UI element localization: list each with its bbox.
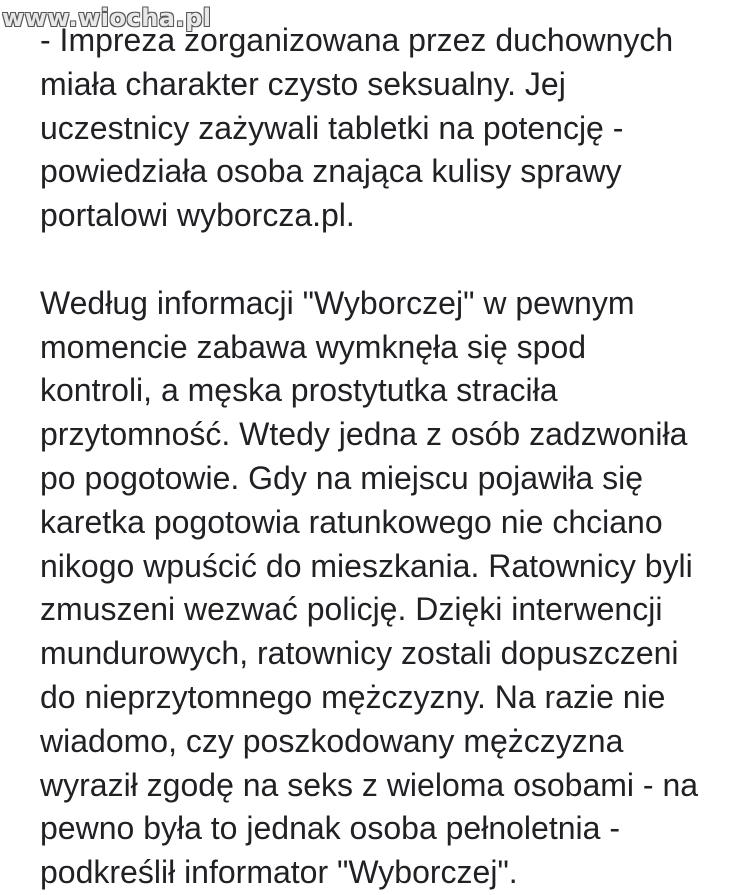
watermark-logo: www.wiocha.pl bbox=[2, 4, 212, 32]
text-line: zmuszeni wezwać policję. Dzięki interwencji bbox=[40, 591, 663, 628]
paragraph-1 bbox=[40, 19, 740, 238]
text-line: miała charakter czysto seksualny. Jej bbox=[40, 65, 566, 102]
text-line: po pogotowie. Gdy na miejscu pojawiła się bbox=[40, 459, 643, 496]
text-line: momencie zabawa wymknęła się spod bbox=[40, 328, 587, 365]
text-line: uczestnicy zażywali tabletki na potencję - bbox=[40, 109, 624, 146]
text-line: kontroli, a męska prostytutka straciła bbox=[40, 372, 558, 409]
text-line: - Impreza zorganizowana przez duchownych bbox=[40, 22, 674, 58]
paragraph-gap bbox=[40, 238, 740, 282]
text-line: do nieprzytomnego mężczyzny. Na razie nie bbox=[40, 678, 666, 715]
text-line: powiedziała osoba znająca kulisy sprawy bbox=[40, 153, 622, 190]
text-line: Według informacji "Wyborczej" w pewnym bbox=[40, 284, 635, 321]
text-line: portalowi wyborcza.pl. bbox=[40, 197, 355, 234]
text-line: mundurowych, ratownicy zostali dopuszczeni bbox=[40, 635, 679, 672]
text-line: wyraził zgodę na seks z wieloma osobami - na bbox=[40, 766, 699, 803]
text-line: przytomność. Wtedy jedna z osób zadzwoniła bbox=[40, 416, 688, 453]
text-line: karetka pogotowia ratunkowego nie chciano bbox=[40, 503, 663, 540]
text-line: pewno była to jednak osoba pełnoletnia - bbox=[40, 810, 620, 847]
text-line: nikogo wpuścić do mieszkania. Ratownicy byli bbox=[40, 547, 693, 584]
paragraph-2 bbox=[40, 282, 740, 895]
article-body bbox=[40, 19, 740, 895]
text-line: podkreślił informator "Wyborczej". bbox=[40, 854, 518, 891]
text-line: wiadomo, czy poszkodowany mężczyzna bbox=[40, 722, 624, 759]
